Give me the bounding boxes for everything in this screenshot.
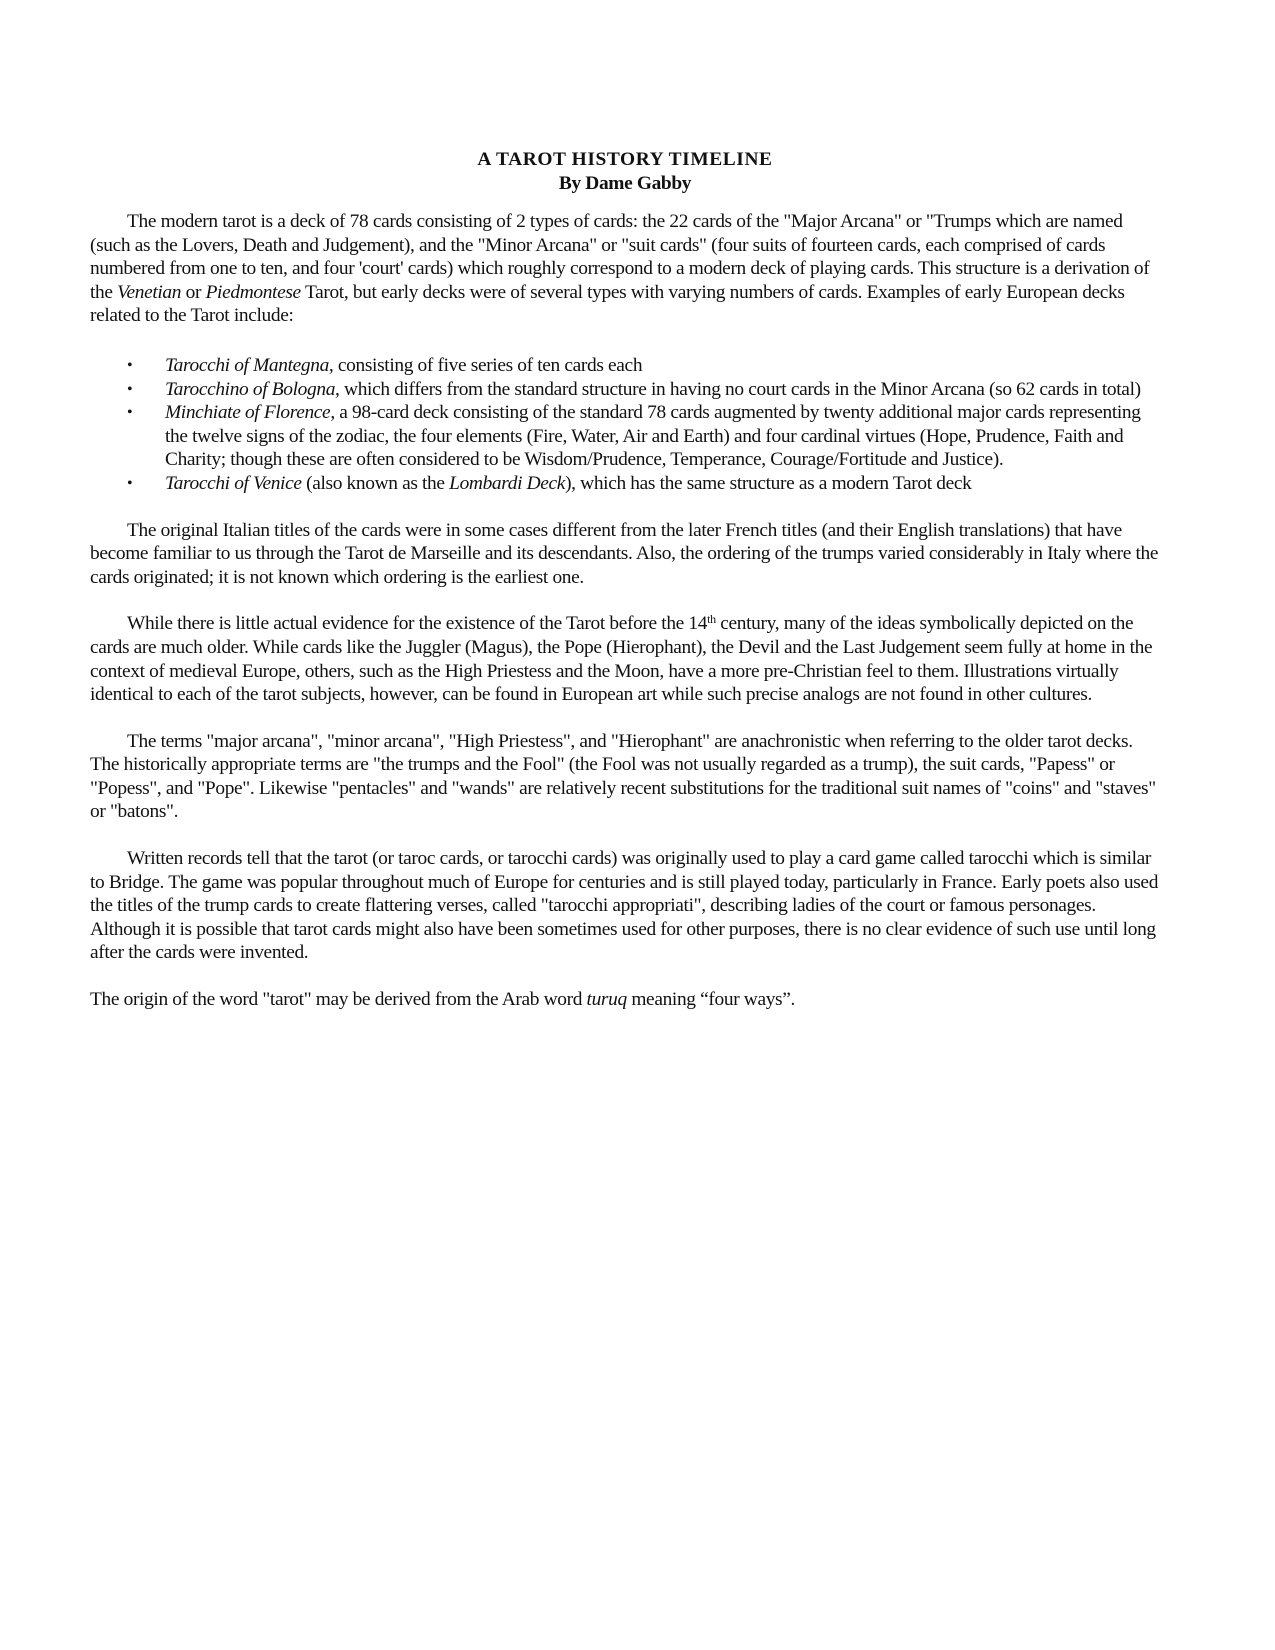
intro-paragraph (90, 210, 1160, 328)
deck-name: Tarocchino of Bologna (165, 378, 336, 400)
bullet-icon: • (127, 356, 133, 374)
deck-alias: Lombardi Deck (449, 472, 566, 494)
bullet-icon: • (127, 474, 133, 492)
deck-name: Tarocchi of Mantegna (165, 354, 329, 376)
list-item (90, 354, 1160, 378)
deck-description: , a 98-card deck consisting of the standard 78 cards augmented by twenty additional major cards representing the twelve signs of the zodiac, the four elements (Fire, Water, Air and Earth) and four cardinal virtues (Hope, Prudence, Faith and Charity; though these are often considered to be Wisdom/Prudence, Temperance, Courage/Fortitude and Justice). (165, 402, 1141, 471)
records-paragraph: Written records tell that the tarot (or taroc cards, or tarocchi cards) was originally used to play a card game called tarocchi which is similar to Bridge. The game was popular throughout much of Europe for centuries and is still played today, particularly in France. Early poets also used the titles of the trump cards to create flattering verses, called "tarocchi appropriati", describing ladies of the court or famous personages. Although it is possible that tarot cards might also have been sometimes used for other purposes, there is no clear evidence of such use until long after the cards were invented. (90, 848, 1159, 964)
bullet-icon: • (127, 380, 133, 398)
document-title: A TAROT HISTORY TIMELINE (477, 149, 773, 170)
piedmontese-term: Piedmontese (205, 281, 301, 303)
origin-word: turuq (586, 989, 627, 1011)
titles-paragraph: The original Italian titles of the cards were in some cases different from the later French titles (and their English translations) that have become familiar to us through the Tarot de Marseille and its descendants. Also, the ordering of the trumps varied considerably in Italy where the cards originated; it is not known which ordering is the earliest one. (90, 519, 1159, 588)
document-byline: By Dame Gabby (558, 173, 692, 194)
deck-name: Minchiate of Florence (165, 402, 331, 424)
origin-paragraph (90, 988, 1160, 1012)
venetian-term: Venetian (117, 281, 182, 303)
terms-paragraph: The terms "major arcana", "minor arcana", "High Priestess", and "Hierophant" are anachronistic when referring to the older tarot decks. The historically appropriate terms are "the trumps and the Fool" (the Fool was not usually regarded as a trump), the suit cards, "Papess" or "Popess", and "Pope". Likewise "pentacles" and "wands" are relatively recent substitutions for the traditional suit names of "coins" and "staves" or "batons". (90, 730, 1156, 823)
origin-text-2: meaning “four ways”. (626, 989, 796, 1011)
evidence-paragraph (90, 612, 1160, 706)
deck-description: , which differs from the standard structure in having no court cards in the Minor Arcana (so 62 cards in total) (335, 378, 1141, 400)
bullet-icon: • (127, 404, 133, 422)
deck-description: (also known as the (301, 472, 450, 494)
intro-text-2: Tarot, but early decks were of several types with varying numbers of cards. Examples of early European decks related to the Tarot include: (90, 281, 1125, 327)
deck-description: , consisting of five series of ten cards each (328, 354, 643, 376)
intro-or: or (181, 281, 206, 303)
origin-text-1: The origin of the word "tarot" may be derived from the Arab word (90, 989, 587, 1011)
list-item (90, 472, 1160, 496)
deck-name: Tarocchi of Venice (165, 472, 302, 494)
intro-text-1: The modern tarot is a deck of 78 cards consisting of 2 types of cards: the 22 cards of the "Major Arcana" or "Trumps which are named (such as the Lovers, Death and Judgement), and the "Minor Arcana" or "suit cards" (four suits of fourteen cards, each comprised of cards numbered from one to ten, and four 'court' cards) which roughly correspond to a modern deck of playing cards. This structure is a derivation of the (90, 211, 1150, 303)
evidence-text-2: century, many of the ideas symbolically depicted on the cards are much older. While cards like the Juggler (Magus), the Pope (Hierophant), the Devil and the Last Judgement seem fully at home in the context of medieval Europe, others, such as the High Priestess and the Moon, have a more pre-Christian feel to them. Illustrations virtually identical to each of the tarot subjects, however, can be found in European art while such precise analogs are not found in other cultures. (90, 613, 1153, 706)
evidence-text-1: While there is little actual evidence for the existence of the Tarot before the 14 (127, 613, 708, 635)
document-page (90, 148, 1160, 1012)
list-item (90, 378, 1160, 402)
deck-description-end: ), which has the same structure as a modern Tarot deck (565, 472, 972, 494)
ordinal-suffix: th (707, 612, 716, 627)
deck-list (90, 354, 1160, 496)
list-item (90, 401, 1160, 472)
